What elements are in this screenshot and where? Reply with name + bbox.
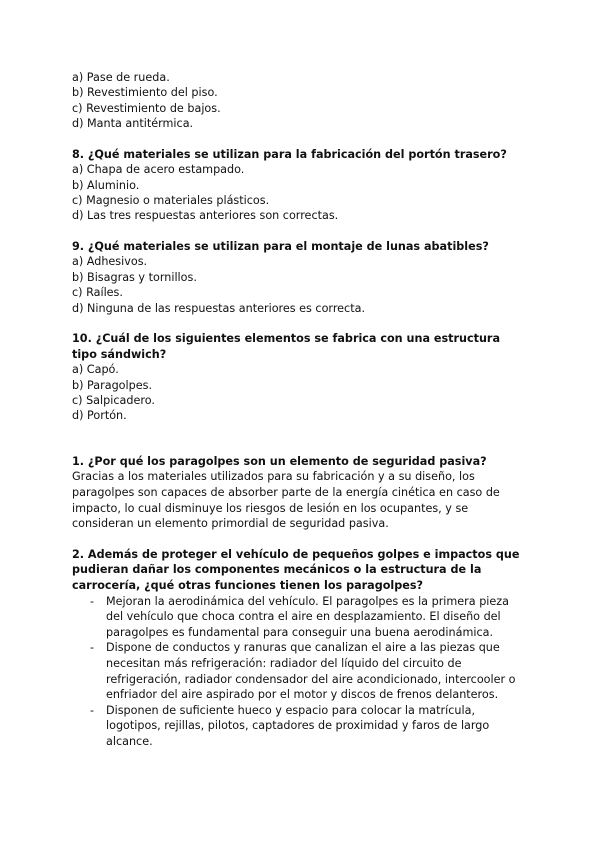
option-b: b) Aluminio. — [72, 178, 140, 192]
option-d: d) Ninguna de las respuestas anteriores es correcta. — [72, 301, 366, 315]
option-d: d) Portón. — [72, 409, 127, 423]
essay-question-2-title: 2. Además de proteger el vehículo de pequeños golpes e impactos que pudieran dañar los componentes mecánicos o la estructura de la carrocería, ¿qué otras funciones tienen los paragolpes? — [72, 547, 520, 593]
list-item: - Mejoran la aerodinámica del vehículo. El paragolpes es la primera pieza del vehículo que choca contra el aire en desplazamiento. El diseño del paragolpes es fundamental para conseguir una buena aerodinámica. — [94, 594, 524, 641]
question-8 — [72, 147, 524, 224]
option-b: b) Bisagras y tornillos. — [72, 270, 197, 284]
option-a: a) Adhesivos. — [72, 255, 148, 269]
option-a: a) Pase de rueda. — [72, 71, 170, 84]
option-c: c) Magnesio o materiales plásticos. — [72, 194, 270, 208]
essay-question-1-title: 1. ¿Por qué los paragolpes son un elemento de seguridad pasiva? — [72, 454, 487, 468]
question-10-title: 10. ¿Cuál de los siguientes elementos se fabrica con una estructura tipo sándwich? — [72, 332, 501, 361]
essay-question-1 — [72, 454, 524, 532]
question-9 — [72, 239, 524, 316]
essay-answer-1: Gracias a los materiales utilizados para su fabricación y a su diseño, los paragolpes son capaces de absorber parte de la energía cinética en caso de impacto, lo cual disminuye los riesgos de lesión en los ocupantes, y se consideran un elemento primordial de seguridad pasiva. — [72, 470, 500, 531]
option-c: c) Salpicadero. — [72, 394, 155, 408]
question-7-options — [72, 70, 524, 132]
option-b: b) Paragolpes. — [72, 378, 152, 392]
question-9-title: 9. ¿Qué materiales se utilizan para el montaje de lunas abatibles? — [72, 239, 489, 253]
document-content — [72, 70, 524, 765]
option-d: d) Manta antitérmica. — [72, 117, 194, 131]
function-list — [72, 594, 524, 750]
option-c: c) Raíles. — [72, 286, 123, 300]
option-a: a) Capó. — [72, 363, 119, 377]
list-item: - Dispone de conductos y ranuras que canalizan el aire a las piezas que necesitan más refrigeración: radiador del líquido del circuito de refrigeración, radiador condensador del aire acondicionado, intercooler o enfriador del aire aspirado por el motor y discos de frenos delanteros. — [94, 640, 524, 702]
essay-question-2 — [72, 547, 524, 750]
question-8-title: 8. ¿Qué materiales se utilizan para la fabricación del portón trasero? — [72, 147, 507, 161]
option-a: a) Chapa de acero estampado. — [72, 163, 245, 177]
option-d: d) Las tres respuestas anteriores son correctas. — [72, 209, 339, 223]
question-10 — [72, 331, 524, 424]
option-b: b) Revestimiento del piso. — [72, 86, 218, 100]
list-item: - Disponen de suficiente hueco y espacio para colocar la matrícula, logotipos, rejillas, pilotos, captadores de proximidad y faros de largo alcance. — [94, 703, 524, 750]
option-c: c) Revestimiento de bajos. — [72, 101, 221, 115]
